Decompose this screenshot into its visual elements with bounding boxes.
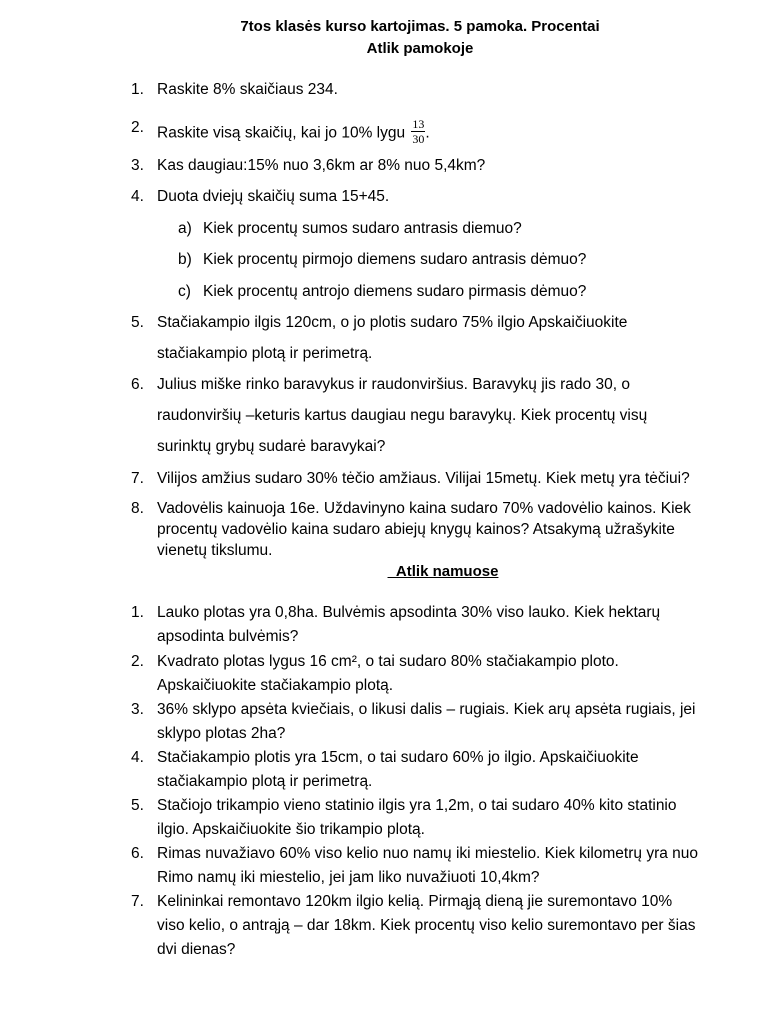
- item-number: 4.: [131, 188, 144, 205]
- section-heading-homework: [0, 563, 768, 580]
- item-text: Rimo namų iki miestelio, jei jam liko nuvažiuoti 10,4km?: [157, 869, 540, 886]
- item-text-end: .: [425, 124, 430, 142]
- item-number: 4.: [131, 749, 144, 766]
- subitem-text: Kiek procentų sumos sudaro antrasis diemuo?: [203, 220, 522, 237]
- item-text: Duota dviejų skaičių suma 15+45.: [157, 188, 390, 205]
- item-text: Rimas nuvažiavo 60% viso kelio nuo namų iki miestelio. Kiek kilometrų yra nuo: [157, 845, 699, 862]
- item-text: dvi dienas?: [157, 941, 236, 958]
- item-number: 1.: [131, 604, 144, 621]
- subitem-text: Kiek procentų antrojo diemens sudaro pirmasis dėmuo?: [203, 283, 587, 300]
- subitem-text: Kiek procentų pirmojo diemens sudaro antrasis dėmuo?: [203, 251, 587, 268]
- item-number: 1.: [131, 81, 144, 98]
- item-number: 3.: [131, 701, 144, 718]
- item-text: Vadovėlis kainuoja 16e. Uždavinyno kaina sudaro 70% vadovėlio kainos. Kiek: [157, 500, 691, 517]
- item-text: stačiakampio plotą ir perimetrą.: [157, 773, 373, 790]
- item-text: 36% sklypo apsėta kviečiais, o likusi dalis – rugiais. Kiek arų apsėta rugiais, jei: [157, 701, 696, 718]
- item-text: Raskite 8% skaičiaus 234.: [157, 81, 338, 98]
- item-number: 2.: [131, 653, 144, 670]
- item-text: ilgio. Apskaičiuokite šio trikampio plotą.: [157, 821, 425, 838]
- item-number: 2.: [131, 119, 144, 136]
- item-number: 3.: [131, 157, 144, 174]
- item-text: Julius miške rinko baravykus ir raudonviršius. Baravykų jis rado 30, o: [157, 376, 630, 393]
- section-heading-lesson: Atlik pamokoje: [366, 40, 474, 57]
- item-text: Kelininkai remontavo 120km ilgio kelią. Pirmąją dieną jie suremontavo 10%: [157, 893, 673, 910]
- subitem-label: b): [178, 251, 192, 268]
- item-text: viso kelio, o antrąją – dar 18km. Kiek procentų viso kelio suremontavo per šias: [157, 917, 696, 934]
- fraction: [411, 117, 425, 146]
- subitem-label: c): [178, 283, 191, 300]
- item-text: Apskaičiuokite stačiakampio plotą.: [157, 677, 394, 694]
- item-text: sklypo plotas 2ha?: [157, 725, 286, 742]
- item-text: Lauko plotas yra 0,8ha. Bulvėmis apsodinta 30% viso lauko. Kiek hektarų: [157, 604, 661, 621]
- item-text: Stačiakampio plotis yra 15cm, o tai sudaro 60% jo ilgio. Apskaičiuokite: [157, 749, 639, 766]
- item-text: Vilijos amžius sudaro 30% tėčio amžiaus. Vilijai 15metų. Kiek metų yra tėčiui?: [157, 470, 690, 487]
- item-text: Stačiakampio ilgis 120cm, o jo plotis sudaro 75% ilgio Apskaičiuokite: [157, 314, 628, 331]
- fraction-numerator: 13: [412, 117, 425, 131]
- item-number: 5.: [131, 314, 144, 331]
- item-number: 8.: [131, 500, 144, 517]
- item-text: Stačiojo trikampio vieno statinio ilgis yra 1,2m, o tai sudaro 40% kito statinio: [157, 797, 677, 814]
- item-number: 7.: [131, 470, 144, 487]
- item-text: stačiakampio plotą ir perimetrą.: [157, 345, 373, 362]
- homework-heading-text: _Atlik namuose: [387, 563, 499, 580]
- item-text: Kas daugiau:15% nuo 3,6km ar 8% nuo 5,4km?: [157, 157, 486, 174]
- fraction-denominator: 30: [412, 132, 425, 146]
- item-text: procentų vadovėlio kaina sudaro abiejų knygų kainos? Atsakymą užrašykite: [157, 521, 675, 538]
- item-text: Kvadrato plotas lygus 16 cm², o tai sudaro 80% stačiakampio ploto.: [157, 653, 619, 670]
- item-number: 7.: [131, 893, 144, 910]
- item-number: 6.: [131, 845, 144, 862]
- item-text: Raskite visą skaičių, kai jo 10% lygu: [157, 124, 406, 142]
- subitem-label: a): [178, 220, 192, 237]
- document-title: 7tos klasės kurso kartojimas. 5 pamoka. Procentai: [240, 18, 600, 35]
- item-number: 5.: [131, 797, 144, 814]
- item-number: 6.: [131, 376, 144, 393]
- item-text: raudonviršių –keturis kartus daugiau negu baravykų. Kiek procentų visų: [157, 407, 648, 424]
- item-text: apsodinta bulvėmis?: [157, 628, 299, 645]
- item-text: surinktų grybų sudarė baravykai?: [157, 438, 386, 455]
- item-text: vienetų tikslumu.: [157, 542, 273, 559]
